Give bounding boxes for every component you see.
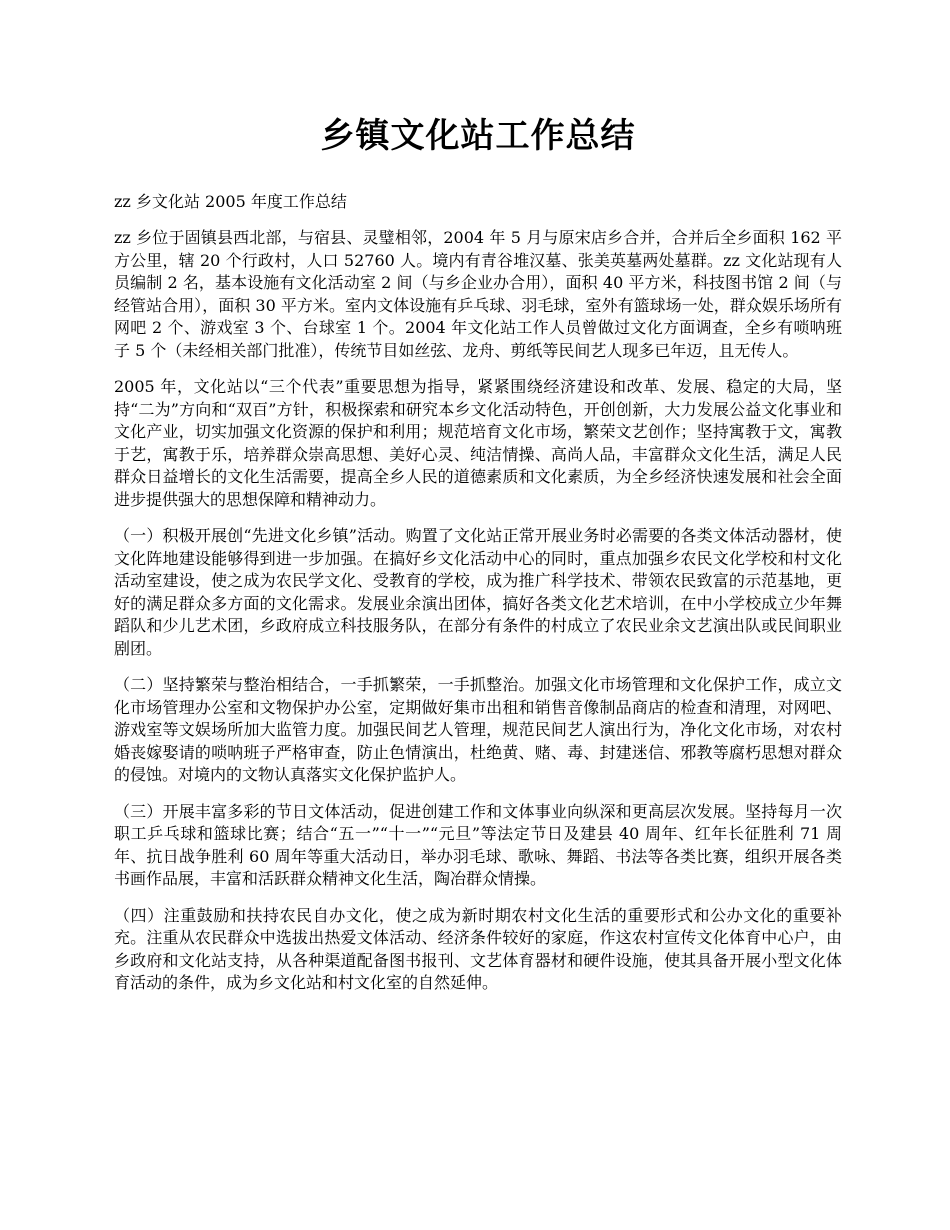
paragraph-overview: zz 乡位于固镇县西北部，与宿县、灵璧相邻，2004 年 5 月与原宋店乡合并，合并后全乡面积 162 平方公里，辖 20 个行政村，人口 52760 人。境内有青谷堆汉墓、张美英墓两处墓群。zz 文化站现有人员编制 2 名，基本设施有文化活动室 2 间（与乡企业办合用），面积 40 平方米，科技图书馆 2 间（与经管站合用），面积 30 平方米。室内文体设施有乒乓球、羽毛球，室外有篮球场一处，群众娱乐场所有网吧 2 个、游戏室 3 个、台球室 1 个。2004 年文化站工作人员曾做过文化方面调查，全乡有唢呐班子 5 个（未经相关部门批准），传统节目如丝弦、龙舟、剪纸等民间艺人现多已年迈，且无传人。 (114, 228, 842, 360)
paragraph-section-4: （四）注重鼓励和扶持农民自办文化，使之成为新时期农村文化生活的重要形式和公办文化的重要补充。注重从农民群众中选拔出热爱文体活动、经济条件较好的家庭，作这农村宣传文化体育中心户，由乡政府和文化站支持，从各种渠道配备图书报刊、文艺体育器材和硬件设施，使其具备开展小型文化体育活动的条件，成为乡文化站和村文化室的自然延伸。 (114, 905, 842, 992)
document-page (114, 108, 842, 1009)
paragraph-guiding-principle: 2005 年，文化站以“三个代表”重要思想为指导，紧紧围绕经济建设和改革、发展、稳定的大局，坚持“二为”方向和“双百”方针，积极探索和研究本乡文化活动特色，开创创新，大力发展公益文化事业和文化产业，切实加强文化资源的保护和利用；规范培育文化市场，繁荣文艺创作；坚持寓教于文，寓教于艺，寓教于乐，培养群众崇高思想、美好心灵、纯洁情操、高尚人品，丰富群众文化生活，满足人民群众日益增长的文化生活需要，提高全乡人民的道德素质和文化素质，为全乡经济快速发展和社会全面进步提供强大的思想保障和精神动力。 (114, 377, 842, 509)
paragraph-section-3: （三）开展丰富多彩的节日文体活动，促进创建工作和文体事业向纵深和更高层次发展。坚持每月一次职工乒乓球和篮球比赛；结合“五一”“十一”“元旦”等法定节日及建县 40 周年、红年长征胜利 71 周年、抗日战争胜利 60 周年等重大活动日，举办羽毛球、歌咏、舞蹈、书法等各类比赛，组织开展各类书画作品展，丰富和活跃群众精神文化生活，陶冶群众情操。 (114, 801, 842, 888)
paragraph-section-1: （一）积极开展创“先进文化乡镇”活动。购置了文化站正常开展业务时必需要的各类文体活动器材，使文化阵地建设能够得到进一步加强。在搞好乡文化活动中心的同时，重点加强乡农民文化学校和村文化活动室建设，使之成为农民学文化、受教育的学校，成为推广科学技术、带领农民致富的示范基地，更好的满足群众多方面的文化需求。发展业余演出团体，搞好各类文化艺术培训，在中小学校成立少年舞蹈队和少儿艺术团，乡政府成立科技服务队，在部分有条件的村成立了农民业余文艺演出队或民间职业剧团。 (114, 526, 842, 658)
document-subtitle: zz 乡文化站 2005 年度工作总结 (114, 192, 347, 211)
document-title: 乡镇文化站工作总结 (320, 116, 636, 156)
paragraph-section-2: （二）坚持繁荣与整治相结合，一手抓繁荣，一手抓整治。加强文化市场管理和文化保护工作，成立文化市场管理办公室和文物保护办公室，定期做好集市出租和销售音像制品商店的检查和清理，对网吧、游戏室等文娱场所加大监管力度。加强民间艺人管理，规范民间艺人演出行为，净化文化市场，对农村婚丧嫁娶请的唢呐班子严格审查，防止色情演出，杜绝黄、赌、毒、封建迷信、邪教等腐朽思想对群众的侵蚀。对境内的文物认真落实文化保护监护人。 (114, 675, 842, 784)
